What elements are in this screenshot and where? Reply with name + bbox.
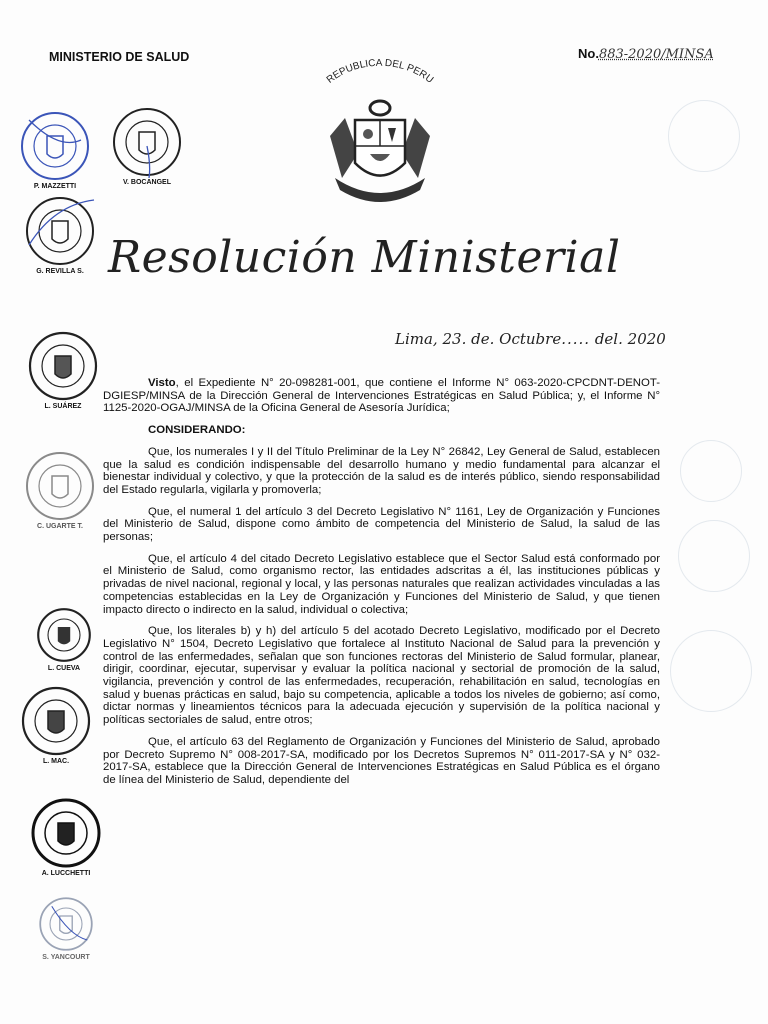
seal-ugarte	[24, 450, 96, 530]
dateline: Lima, 23. de. Octubre..... del. 2020	[395, 330, 666, 348]
ministry-seal-icon	[34, 895, 98, 953]
seal-name: L. MAC.	[42, 758, 70, 765]
document-body	[103, 377, 660, 796]
ministry-seal-icon	[19, 110, 91, 182]
ministry-seal-icon	[20, 685, 92, 757]
seal-name: L. SUÁREZ	[44, 403, 82, 410]
seal-name: G. REVILLA S.	[36, 268, 84, 275]
ministry-seal-icon	[24, 195, 96, 267]
seal-yancourt	[30, 895, 102, 961]
faint-seal-watermark	[670, 630, 752, 712]
considerando-heading: CONSIDERANDO:	[148, 424, 246, 437]
resolution-number	[578, 46, 714, 62]
seal-cueva	[28, 606, 100, 672]
seal-name: S. YANCOURT	[42, 954, 90, 961]
dateline-year: 2020	[627, 330, 666, 348]
resolution-number-label: No.	[578, 46, 599, 61]
ministry-seal-icon	[27, 330, 99, 402]
seal-name: P. MAZZETTI	[33, 183, 77, 190]
seal-name: C. UGARTE T.	[37, 523, 83, 530]
visto-label: Visto	[148, 377, 176, 389]
ministry-seal-icon	[111, 106, 183, 178]
body-paragraph: Que, los numerales I y II del Título Preliminar de la Ley N° 26842, Ley General de Salud, establecen que la salud es condición indispensable del desarrollo humano y medio fundamental para alcanzar el bienestar individual y colectivo, y que la protección de la salud es de interés público, siendo responsabilidad del Estado regularla, vigilarla y promoverla;	[103, 445, 660, 496]
dateline-day: 23	[442, 330, 462, 348]
national-crest	[300, 58, 460, 218]
seal-suarez	[27, 330, 99, 410]
ministry-header: MINISTERIO DE SALUD	[49, 50, 190, 64]
ministry-seal-icon	[30, 797, 102, 869]
seal-lucchetti	[30, 797, 102, 877]
seal-mazzetti	[19, 110, 91, 190]
dateline-month: Octubre	[499, 330, 562, 348]
faint-seal-watermark	[680, 440, 742, 502]
body-paragraph: Que, el artículo 4 del citado Decreto Legislativo establece que el Sector Salud está conformado por el Ministerio de Salud, como organismo rector, las entidades adscritas a él, las instituciones públicas y privadas de nivel nacional, regional y local, y las personas naturales que realizan actividades vinculadas a las competencias establecidas en la Ley de Organización y Funciones del Ministerio de Salud, y que tienen impacto directo o indirecto en la salud, individual o colectiva;	[103, 552, 660, 616]
coat-of-arms-icon	[300, 58, 460, 218]
seal-mac	[20, 685, 92, 765]
ministry-seal-icon	[24, 450, 96, 522]
visto-text: , el Expediente N° 20-098281-001, que contiene el Informe N° 063-2020-CPCDNT-DENOT-DGIESP/MINSA de la Dirección General de Intervenciones Estratégicas en Salud Pública; y, el Informe N° 1125-2020-OGAJ/MINSA de la Oficina General de Asesoría Jurídica;	[103, 377, 660, 415]
seal-name: V. BOCANGEL	[123, 179, 171, 186]
body-paragraph: Que, los literales b) y h) del artículo 5 del acotado Decreto Legislativo, modificado por el Decreto Legislativo N° 1504, Decreto Legislativo que fortalece al Instituto Nacional de Salud para la prevención y control de las enfermedades, señalan que son funciones rectoras del Ministerio de Salud formular, planear, dirigir, coordinar, ejecutar, supervisar y evaluar la política nacional y sectorial de promoción de la salud, vigilancia, prevención y control de las enfermedades, recuperación, rehabilitación en salud, tecnologías en salud y buenas prácticas en salud, bajo su competencia, aplicable a todos los niveles de gobierno; así como, dictar normas y lineamientos técnicos para la adecuada ejecución y supervisión de la política nacional y políticas sectoriales de salud, entre otros;	[103, 625, 660, 727]
body-paragraph: Que, el numeral 1 del artículo 3 del Decreto Legislativo N° 1161, Ley de Organización y Funciones del Ministerio de Salud, dispone como ámbito de competencia del Ministerio de Salud, la salud de las personas;	[103, 505, 660, 544]
dateline-de: de	[471, 330, 490, 348]
seal-bocangel	[111, 106, 183, 186]
seal-revilla	[24, 195, 96, 275]
faint-seal-watermark	[678, 520, 750, 592]
visto-paragraph	[103, 377, 660, 415]
dateline-del: del	[594, 330, 619, 348]
faint-seal-watermark	[668, 100, 740, 172]
ministry-seal-icon	[32, 606, 96, 664]
body-paragraph: Que, el artículo 63 del Reglamento de Organización y Funciones del Ministerio de Salud, aprobado por Decreto Supremo N° 008-2017-SA, modificado por los Decretos Supremos N° 011-2017-SA y N° 032-2017-SA, establece que la Dirección General de Intervenciones Estratégicas en Salud Pública es el órgano de línea del Ministerio de Salud, dependiente del	[103, 735, 660, 786]
resolution-number-value: 883-2020/MINSA	[598, 47, 714, 62]
seal-name: L. CUEVA	[47, 665, 81, 672]
seal-name: A. LUCCHETTI	[41, 870, 91, 877]
document-title: Resolución Ministerial	[108, 232, 621, 283]
dateline-city: Lima,	[395, 330, 438, 348]
crest-arc-text: REPUBLICA DEL PERU	[324, 58, 436, 86]
